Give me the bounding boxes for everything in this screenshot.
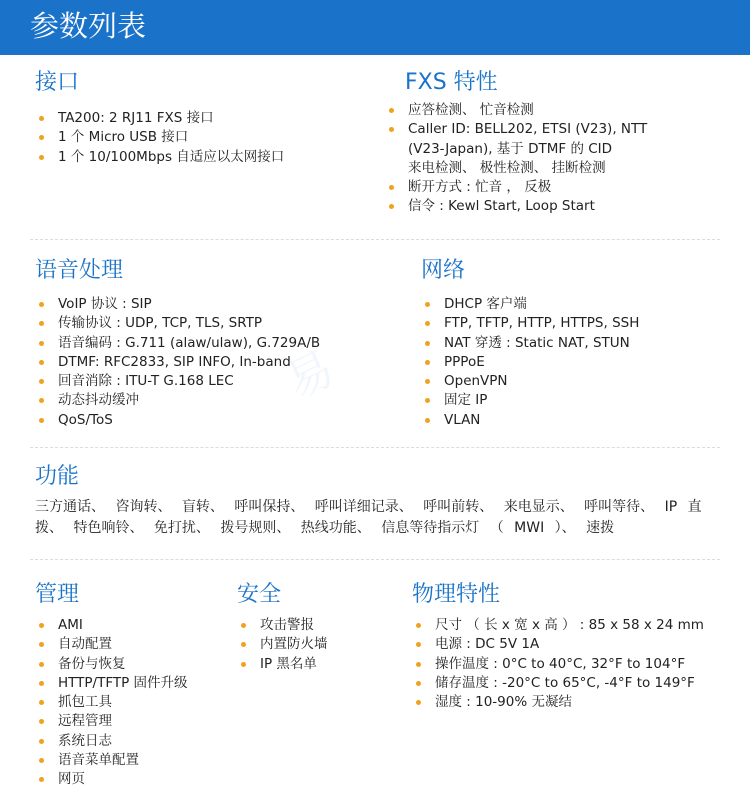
divider xyxy=(30,559,720,560)
list-item-text-cont: 来电检测、 极性检测、 挂断检测 xyxy=(408,159,606,176)
list-item: IP 黑名单 xyxy=(237,655,328,674)
network-list xyxy=(421,295,639,430)
page-title: 参数列表 xyxy=(30,9,147,43)
list-item: 系统日志 xyxy=(35,732,188,751)
watermark: 易 xyxy=(277,332,361,410)
list-item: 断开方式 : 忙音 ， 反极 xyxy=(385,178,647,197)
fxs-list xyxy=(385,101,647,217)
list-item: VoIP 协议 : SIP xyxy=(35,295,320,314)
security-list xyxy=(237,616,328,674)
list-item: 信令 : Kewl Start, Loop Start xyxy=(385,197,647,216)
list-item: 攻击警报 xyxy=(237,616,328,635)
list-item: 语音菜单配置 xyxy=(35,751,188,770)
header-banner xyxy=(0,0,750,55)
list-item: 操作温度 : 0°C to 40°C, 32°F to 104°F xyxy=(412,655,704,674)
list-item: 传输协议 : UDP, TCP, TLS, SRTP xyxy=(35,314,320,333)
list-item: VLAN xyxy=(421,411,639,430)
list-item: DTMF: RFC2833, SIP INFO, In-band xyxy=(35,353,320,372)
list-item: HTTP/TFTP 固件升级 xyxy=(35,674,188,693)
list-item: 湿度 : 10-90% 无凝结 xyxy=(412,693,704,712)
section-title-physical: 物理特性 xyxy=(412,582,501,607)
divider xyxy=(30,447,720,448)
list-item: 网页 xyxy=(35,770,188,789)
section-title-network: 网络 xyxy=(421,258,466,283)
voice-list xyxy=(35,295,320,430)
interface-list xyxy=(35,109,284,167)
features-text: 三方通话、 咨询转、 盲转、 呼叫保持、 呼叫详细记录、 呼叫前转、 来电显示、 呼叫等待、 IP 直拨、 特色响铃、 免打扰、 拨号规则、 热线功能、 信息等待指示灯 （ MWI ）、 速拨 xyxy=(35,499,702,536)
list-item: 应答检测、 忙音检测 xyxy=(385,101,647,120)
section-title-voice: 语音处理 xyxy=(35,258,124,283)
list-item: 语音编码 : G.711 (alaw/ulaw), G.729A/B xyxy=(35,334,320,353)
list-item: PPPoE xyxy=(421,353,639,372)
list-item: 抓包工具 xyxy=(35,693,188,712)
section-title-fxs: FXS 特性 xyxy=(405,70,498,95)
list-item: 1 个 10/100Mbps 自适应以太网接口 xyxy=(35,148,284,167)
list-item: 备份与恢复 xyxy=(35,655,188,674)
list-item: 回音消除 : ITU-T G.168 LEC xyxy=(35,372,320,391)
list-item: OpenVPN xyxy=(421,372,639,391)
list-item-text-cont: (V23-Japan), 基于 DTMF 的 CID xyxy=(408,140,613,157)
divider xyxy=(30,239,720,240)
section-title-security: 安全 xyxy=(237,582,282,607)
management-list xyxy=(35,616,188,790)
list-item: NAT 穿透 : Static NAT, STUN xyxy=(421,334,639,353)
list-item: 1 个 Micro USB 接口 xyxy=(35,128,284,147)
list-item: TA200: 2 RJ11 FXS 接口 xyxy=(35,109,284,128)
list-item: QoS/ToS xyxy=(35,411,320,430)
list-item xyxy=(385,120,647,178)
section-title-functions: 功能 xyxy=(35,464,80,489)
list-item: AMI xyxy=(35,616,188,635)
list-item: 动态抖动缓冲 xyxy=(35,391,320,410)
list-item: 尺寸 （ 长 x 宽 x 高 ） : 85 x 58 x 24 mm xyxy=(412,616,704,635)
list-item-text: Caller ID: BELL202, ETSI (V23), NTT xyxy=(408,121,648,138)
list-item: 固定 IP xyxy=(421,391,639,410)
section-title-interface: 接口 xyxy=(35,70,80,95)
list-item: DHCP 客户端 xyxy=(421,295,639,314)
list-item: 远程管理 xyxy=(35,712,188,731)
list-item: 内置防火墙 xyxy=(237,635,328,654)
section-title-management: 管理 xyxy=(35,582,80,607)
list-item: 电源 : DC 5V 1A xyxy=(412,635,704,654)
list-item: FTP, TFTP, HTTP, HTTPS, SSH xyxy=(421,314,639,333)
list-item: 储存温度 : -20°C to 65°C, -4°F to 149°F xyxy=(412,674,704,693)
physical-list xyxy=(412,616,704,712)
list-item: 自动配置 xyxy=(35,635,188,654)
